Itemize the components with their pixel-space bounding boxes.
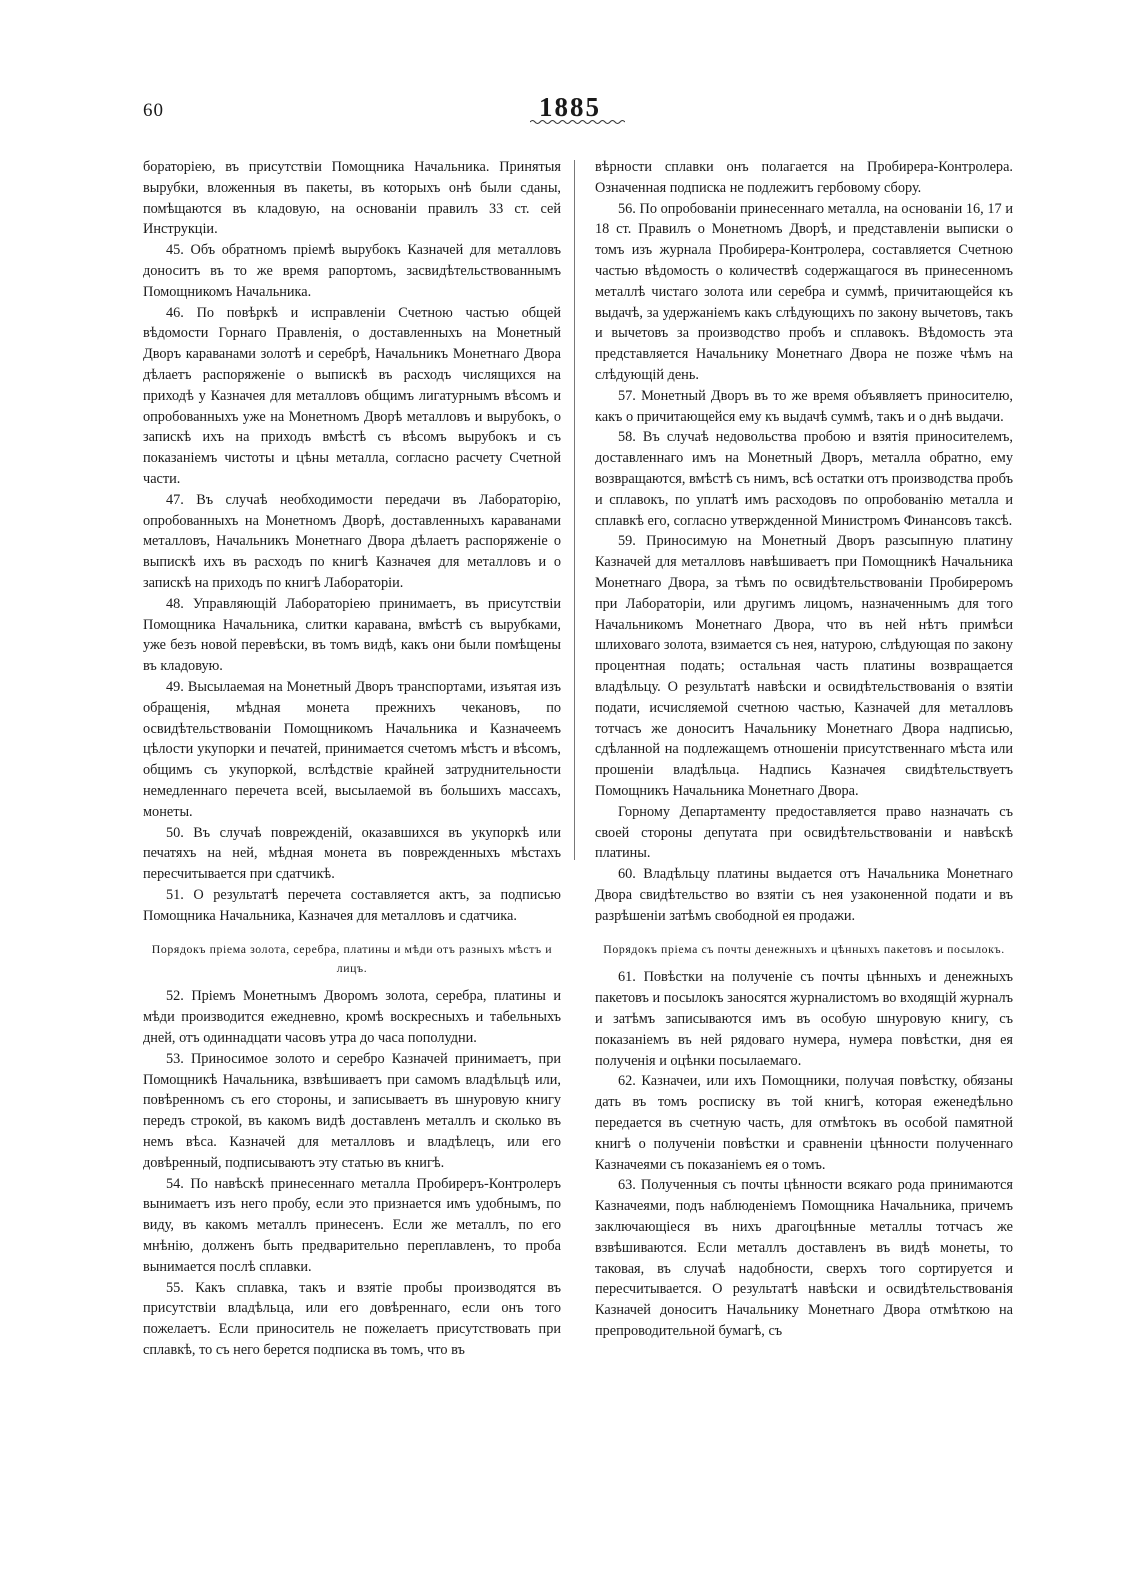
paragraph: 61. Повѣстки на полученiе съ почты цѣнныхъ и денежныхъ пакетовъ и посылокъ заносятся журналистомъ во входящiй журналъ и затѣмъ записываются имъ въ особую шнуровую книгу, съ показанiемъ въ ней рядоваго нумера, нумера повѣстки, дня ея полученiя и оцѣнки посылаемаго. [595,969,1013,1069]
paragraph: 50. Въ случаѣ поврежденiй, оказавшихся въ укупоркѣ или печатяхъ на ней, мѣдная монета въ поврежденныхъ мѣстахъ пересчитывается при сдатчикѣ. [143,824,561,883]
page-title-year: 1885 [539,92,601,122]
page-number: 60 [143,100,164,121]
section-heading: Порядокъ прiема съ почты денежныхъ и цѣнныхъ пакетовъ и посылокъ. [603,942,1005,957]
paragraph: 56. По опробованiи принесеннаго металла, на основанiи 16, 17 и 18 ст. Правилъ о Монетномъ Дворѣ, и представленiи выписки о томъ изъ журнала Пробирера-Контролера, составляется Счетною частью вѣдомость о количествѣ содержащагося въ принесенномъ металлѣ чистаго золота или серебра и суммѣ, причитающейся къ выдачѣ, за удержанiемъ какъ слѣдующихъ по закону вычетовъ, такъ и вычетовъ за производство пробъ и сплавокъ. Вѣдомость эта представляется Начальнику Монетнаго Двора не позже чѣмъ на слѣдующiй день. [595,200,1013,383]
right-column [595,157,1013,1342]
paragraph: 62. Казначеи, или ихъ Помощники, получая повѣстку, обязаны дать въ томъ росписку въ той книгѣ, которая еженедѣльно передается въ счетную часть, для отмѣтокъ въ особой памятной книгѣ о полученiи повѣстки и сравненiи цѣнности полученнаго Казначеями съ показанiемъ ея о томъ. [595,1073,1013,1173]
paragraph: 54. По навѣскѣ принесеннаго металла Пробиреръ-Контролеръ вынимаетъ изъ него пробу, если это признается имъ удобнымъ, по виду, въ какомъ металлъ принесенъ. Если же металлъ, по его мнѣнiю, долженъ быть предварительно переплавленъ, то проба вынимается послѣ сплавки. [143,1175,561,1275]
paragraph: 45. Объ обратномъ прiемѣ вырубокъ Казначей для металловъ доноситъ въ то же время рапортомъ, засвидѣтельствованнымъ Помощникомъ Начальника. [143,242,561,300]
paragraph: 47. Въ случаѣ необходимости передачи въ Лабораторiю, опробованныхъ на Монетномъ Дворѣ, доставленныхъ караванами металловъ, Начальникъ Монетнаго Двора дѣлаетъ распоряженiе о выпискѣ ихъ въ расходъ по книгѣ Казначея для металловъ и о запискѣ на приходъ по книгѣ Лабораторiи. [143,491,561,591]
paragraph: 63. Полученныя съ почты цѣнности всякаго рода принимаются Казначеями, подъ наблюденiемъ Помощника Начальника, причемъ заключающiеся въ нихъ драгоцѣнные металлы тотчасъ же взвѣшиваются. Если металлъ доставленъ въ видѣ монеты, то таковая, въ случаѣ надобности, сверхъ того сортируется и пересчитывается. О результатѣ навѣски и освидѣтельствованiя Казначей доноситъ Начальнику Монетнаго Двора отмѣткою на препроводительной бумагѣ, съ [595,1177,1013,1340]
paragraph: 55. Какъ сплавка, такъ и взятiе пробы производятся въ присутствiи владѣльца, или его довѣреннаго, если онъ того пожелаетъ. Если приноситель не пожелаетъ присутствовать при сплавкѣ, то съ него берется подписка въ томъ, что въ [143,1279,561,1359]
section-heading: Порядокъ прiема золота, серебра, платины и мѣди отъ разныхъ мѣстъ и лицъ. [151,942,553,976]
paragraph: 59. Приносимую на Монетный Дворъ разсыпную платину Казначей для металловъ навѣшиваетъ при Помощникѣ Начальника Монетнаго Двора, за тѣмъ по освидѣтельствованiи Пробиреромъ при Лабораторiи, или другимъ лицомъ, назначеннымъ для того Начальникомъ Монетнаго Двора, что въ ней нѣтъ примѣси шлиховаго золота, взимается съ нея, натурою, слѣдующая по закону процентная подать; остальная часть платины возвращается владѣльцу. О результатѣ навѣски и освидѣтельствованiя о взятiи подати, исчисляемой счетною частью, Казначей для металловъ тотчасъ же доноситъ Начальнику Монетнаго Двора надписью, сдѣланной на подлежащемъ отношенiи присутственнаго мѣста или прошенiи владѣльца. Надпись Казначея свидѣтельствуетъ Помощникъ Начальника Монетнаго Двора. [595,533,1013,799]
left-column [143,157,561,1361]
paragraph: 57. Монетный Дворъ въ то же время объявляетъ приносителю, какъ о причитающейся ему къ выдачѣ суммѣ, такъ и о днѣ выдачи. [595,387,1013,425]
paragraph: бораторiею, въ присутствiи Помощника Начальника. Принятыя вырубки, вложенныя въ пакеты, въ которыхъ онѣ были сданы, помѣщаются въ кладовую, на основанiи правилъ 33 ст. сей Инструкцiи. [143,159,561,238]
paragraph: 58. Въ случаѣ недовольства пробою и взятiя приносителемъ, доставленнаго имъ на Монетный Дворъ, металла обратно, ему возвращаются, вмѣстѣ съ нимъ, всѣ остатки отъ производства пробъ и сплавокъ, по уплатѣ имъ расходовъ по опробованiю металла и сплавкѣ его, согласно утвержденной Министромъ Финансовъ таксѣ. [595,429,1013,529]
paragraph: 51. О результатѣ перечета составляется актъ, за подписью Помощника Начальника, Казначея для металловъ и сдатчика. [143,886,561,924]
column-divider [574,160,575,860]
paragraph: вѣрности сплавки онъ полагается на Пробирера-Контролера. Означенная подписка не подлежитъ гербовому сбору. [595,159,1013,196]
paragraph: 53. Приносимое золото и серебро Казначей принимаетъ, при Помощникѣ Начальника, взвѣшиваетъ при самомъ владѣльцѣ или, повѣренномъ съ его стороны, и записываетъ въ шнуровую книгу передъ строкой, въ какомъ видѣ доставленъ металлъ и сколько въ немъ вѣса. Казначей для металловъ и владѣлецъ, или его довѣренный, подписываютъ эту статью въ книгѣ. [143,1050,561,1171]
paragraph: 49. Высылаемая на Монетный Дворъ транспортами, изъятая изъ обращенiя, мѣдная монета прежнихъ чекановъ, по освидѣтельствованiи Помощникомъ Начальника и Казначеемъ цѣлости укупорки и печатей, принимается счетомъ мѣстъ и вѣсомъ, общимъ съ укупоркой, вслѣдствiе крайней затруднительности немедленнаго перечета всей, высылаемой въ большихъ массахъ, монеты. [143,678,561,820]
paragraph: 48. Управляющiй Лабораторiею принимаетъ, въ присутствiи Помощника Начальника, слитки каравана, вмѣстѣ съ вырубками, уже безъ новой перевѣски, въ томъ видѣ, какъ они были помѣщены въ кладовую. [143,595,561,675]
paragraph: 52. Прiемъ Монетнымъ Дворомъ золота, серебра, платины и мѣди производится ежедневно, кромѣ воскресныхъ и табельныхъ дней, отъ одиннадцати часовъ утра до часа пополудни. [143,988,561,1047]
paragraph: 46. По повѣркѣ и исправленiи Счетною частью общей вѣдомости Горнаго Правленiя, о доставленныхъ на Монетный Дворъ караванами золотѣ и серебрѣ, Начальникъ Монетнаго Двора дѣлаетъ распоряженiе о выпискѣ въ расходъ числящихся на приходѣ у Казначея для металловъ общимъ лигатурнымъ вѣсомъ и опробованныхъ уже на Монетномъ Дворѣ металловъ и вырубокъ, о запискѣ ихъ на приходъ вмѣстѣ съ вѣсомъ вырубокъ и съ показанiемъ чистоты и цѣны металла, согласно расчету Счетной части. [143,304,561,487]
page-header [0,0,1140,140]
paragraph: 60. Владѣльцу платины выдается отъ Начальника Монетнаго Двора свидѣтельство во взятiи съ нея узаконенной подати и въ разрѣшенiи затѣмъ свободной ея продажи. [595,866,1013,924]
wavy-ornament [530,119,625,125]
paragraph: Горному Департаменту предоставляется право назначать съ своей стороны депутата при освидѣтельствованiи и навѣскѣ платины. [595,803,1013,862]
